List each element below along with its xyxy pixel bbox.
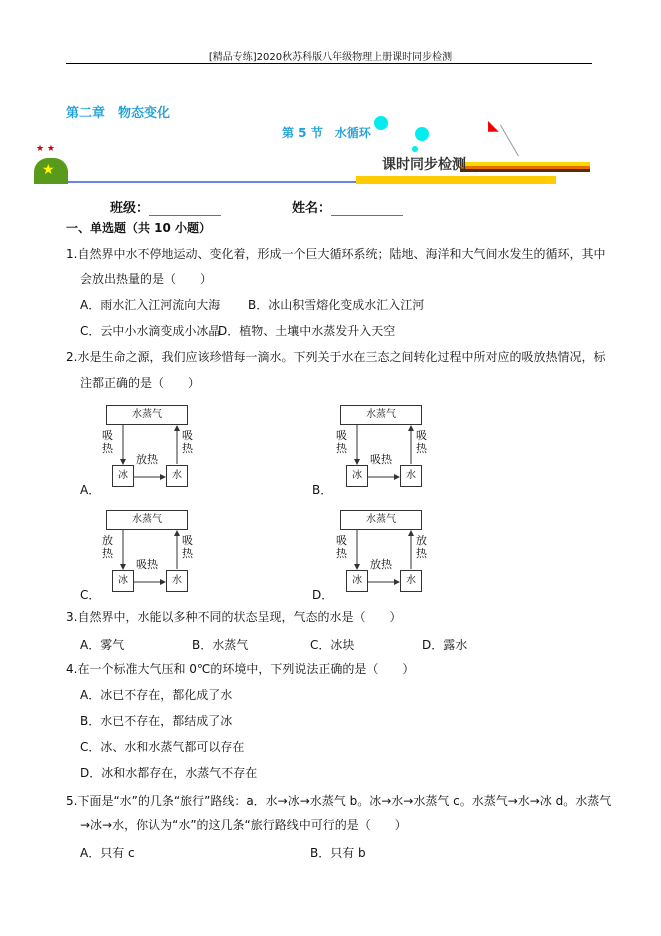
banner-title: 课时同步检测 [382, 157, 466, 173]
right-label: 吸热 [416, 429, 427, 455]
right-label: 吸热 [182, 429, 193, 455]
q1-option-b[interactable]: B．冰山积雪熔化变成水汇入江河 [248, 298, 425, 312]
state-change-diagram [102, 405, 193, 493]
middle-label: 放热 [370, 558, 392, 571]
bubble-icon [415, 127, 429, 141]
vapor-box: 水蒸气 [340, 405, 422, 425]
bubble-icon [374, 116, 388, 130]
q4-option-b[interactable]: B．水已不存在，都结成了冰 [80, 714, 233, 728]
class-field[interactable] [110, 197, 221, 216]
water-box: 水 [166, 465, 188, 487]
middle-label: 吸热 [136, 558, 158, 571]
ice-box: 冰 [112, 465, 134, 487]
water-box: 水 [400, 570, 422, 592]
middle-label: 吸热 [370, 453, 392, 466]
q2-option-c[interactable]: C． [80, 588, 101, 602]
q1-stem: 1.自然界中水不停地运动、变化着，形成一个巨大循环系统；陆地、海洋和大气间水发生的循环，其中 [66, 247, 606, 261]
left-label: 放热 [102, 534, 113, 560]
ice-box: 冰 [112, 570, 134, 592]
middle-label: 放热 [136, 453, 158, 466]
q2-option-a[interactable]: A． [80, 483, 101, 497]
q3-option-a[interactable]: A．雾气 [80, 638, 125, 652]
name-label: 姓名： [292, 201, 332, 216]
q5-stem: 5.下面是“水”的几条“旅行”路线：a．水→冰→水蒸气 b。冰→水→水蒸气 c。水蒸气→水→冰 d。水蒸气 [66, 794, 612, 808]
bubble-icon [412, 146, 418, 152]
section-title: 第 5 节 水循环 [282, 126, 371, 140]
q5-option-a[interactable]: A．只有 c [80, 846, 135, 860]
right-label: 吸热 [182, 534, 193, 560]
q5-option-b[interactable]: B．只有 b [310, 846, 366, 860]
vapor-box: 水蒸气 [340, 510, 422, 530]
q4-option-a[interactable]: A．冰已不存在，都化成了水 [80, 688, 233, 702]
q1-option-a[interactable]: A．雨水汇入江河流向大海 [80, 298, 221, 312]
lamp-arm [500, 125, 519, 157]
right-label: 放热 [416, 534, 427, 560]
q1-stem-2: 会放出热量的是（ ） [80, 272, 213, 286]
chapter-title: 第二章 物态变化 [66, 106, 171, 121]
state-change-diagram [336, 510, 427, 598]
q4-stem: 4.在一个标准大气压和 0℃的环境中，下列说法正确的是（ ） [66, 662, 415, 676]
q3-option-b[interactable]: B．水蒸气 [192, 638, 249, 652]
banner-line [68, 181, 358, 183]
left-label: 吸热 [102, 429, 113, 455]
ice-box: 冰 [346, 570, 368, 592]
state-change-diagram [336, 405, 427, 493]
water-box: 水 [400, 465, 422, 487]
banner-stripe-dark [460, 162, 590, 172]
name-blank[interactable] [331, 203, 403, 216]
banner-stripe [356, 176, 556, 184]
class-label: 班级： [110, 201, 150, 216]
q4-option-d[interactable]: D．冰和水都存在，水蒸气不存在 [80, 766, 258, 780]
vapor-box: 水蒸气 [106, 405, 188, 425]
vapor-box: 水蒸气 [106, 510, 188, 530]
left-label: 吸热 [336, 534, 347, 560]
hill-icon: ★ [34, 158, 68, 184]
q1-option-c[interactable]: C．云中小水滴变成小冰晶 [80, 324, 221, 338]
q3-stem: 3.自然界中，水能以多种不同的状态呈现，气态的水是（ ） [66, 610, 402, 624]
stars-icon: ★ ★ [36, 144, 55, 154]
page-header: [精品专练]2020秋苏科版八年级物理上册课时同步检测 [208, 52, 453, 63]
q2-stem-2: 注都正确的是（ ） [80, 376, 201, 390]
header-rule [66, 63, 592, 64]
name-field[interactable] [292, 197, 403, 216]
q2-stem: 2.水是生命之源，我们应该珍惜每一滴水。下列关于水在三态之间转化过程中所对应的吸放热情况，标 [66, 350, 606, 364]
q4-option-c[interactable]: C．冰、水和水蒸气都可以存在 [80, 740, 245, 754]
q3-option-d[interactable]: D．露水 [422, 638, 468, 652]
class-blank[interactable] [149, 203, 221, 216]
left-label: 吸热 [336, 429, 347, 455]
q2-option-d[interactable]: D． [312, 588, 334, 602]
part-heading: 一、单选题（共 10 小题） [66, 221, 212, 235]
ice-box: 冰 [346, 465, 368, 487]
state-change-diagram [102, 510, 193, 598]
water-box: 水 [166, 570, 188, 592]
q2-option-b[interactable]: B． [312, 483, 333, 497]
lamp-icon: ◣ [488, 118, 499, 134]
q3-option-c[interactable]: C．冰块 [310, 638, 355, 652]
q1-option-d[interactable]: D．植物、土壤中水蒸发升入天空 [218, 324, 396, 338]
q5-stem-2: →冰→水，你认为“水”的这几条“旅行路线中可行的是（ ） [80, 818, 407, 832]
